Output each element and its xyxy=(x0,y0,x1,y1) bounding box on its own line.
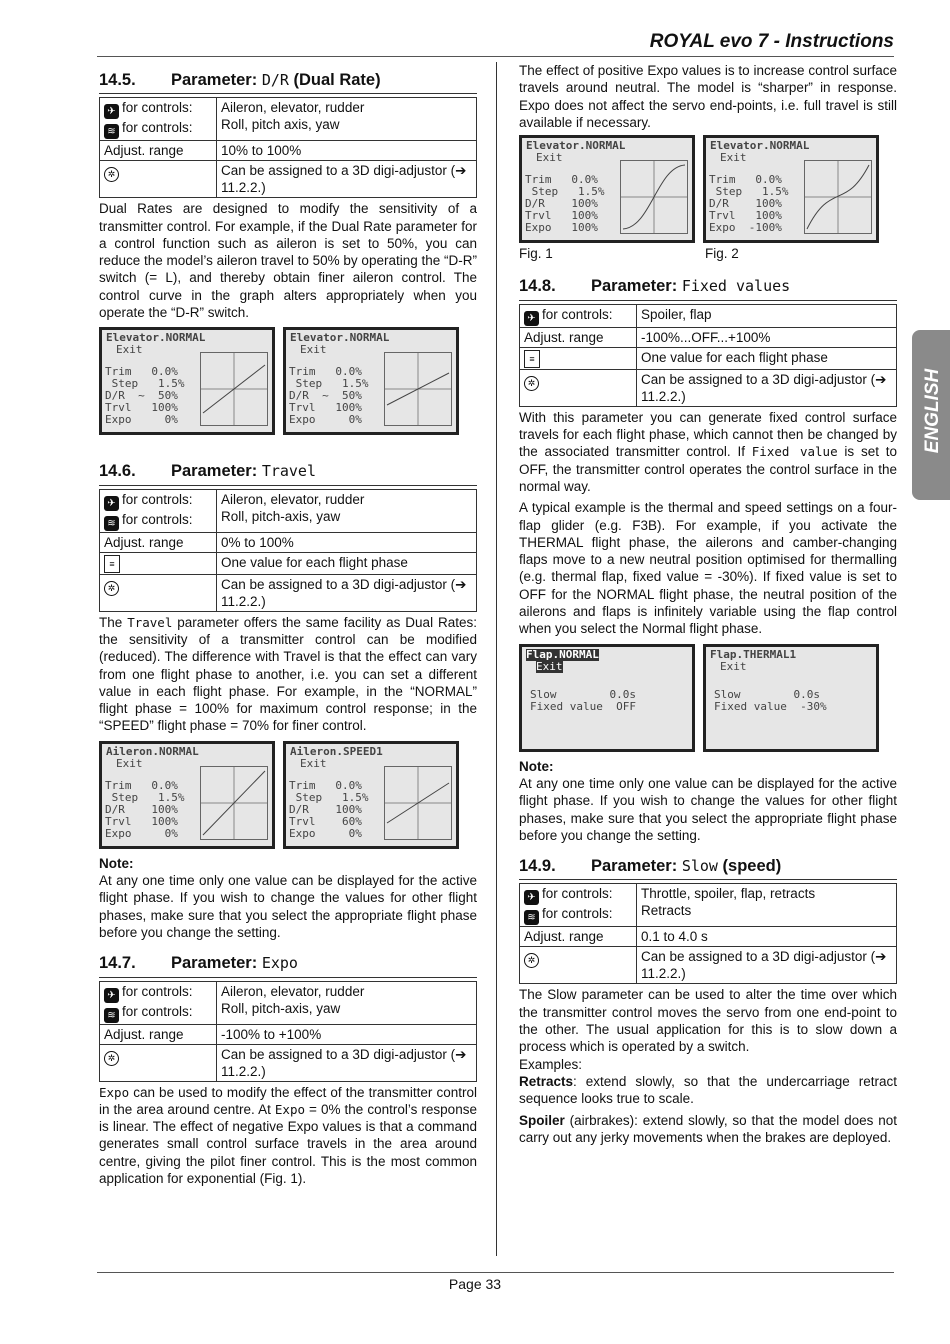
curve-graph xyxy=(384,352,452,426)
flight-phase-icon: ≡ xyxy=(524,350,540,368)
column-divider xyxy=(496,62,497,1256)
section-14-7-heading: 14.7. Parameter: Expo xyxy=(99,953,477,977)
paragraph: With this parameter you can generate fixed control surface travels for each flight phase, which cannot then be changed by the associated transmitter control. If Fixed value is set to OFF, the transmitter control operates the control surface in the normal way. xyxy=(519,409,897,494)
screenshot-row xyxy=(519,644,897,752)
lcd-screenshot: Aileron.NORMAL Exit Trim 0.0% Step 1.5% D/R 100% Trvl 100% Expo 0% xyxy=(99,741,275,849)
params-table-14-9: ✈ for controls: ≋ for controls: Throttle, spoiler, flap, retracts Retracts Adjust. range 0.1 to 4.0 s ✲ Can be assigned to a 3D digi-adjustor (➔ 11.2.2.) xyxy=(519,883,897,984)
digi-adjustor-icon: ✲ xyxy=(524,953,539,968)
airplane-icon: ✈ xyxy=(104,988,119,1003)
digi-adjustor-icon: ✲ xyxy=(524,376,539,391)
section-14-9-heading: 14.9. Parameter: Slow (speed) xyxy=(519,856,897,880)
note-heading: Note: xyxy=(99,855,134,871)
left-column xyxy=(99,70,477,1187)
note-heading: Note: xyxy=(519,758,554,774)
lcd-screenshot: Elevator.NORMAL Exit Trim 0.0% Step 1.5% D/R 100% Trvl 100% Expo -100% xyxy=(703,135,879,243)
section-14-8-heading: 14.8. Parameter: Fixed values xyxy=(519,276,897,300)
lcd-screenshot: Elevator.NORMAL Exit Trim 0.0% Step 1.5% D/R 100% Trvl 100% Expo 100% xyxy=(519,135,695,243)
digi-adjustor-icon: ✲ xyxy=(104,1051,119,1066)
curve-graph xyxy=(200,766,268,840)
paragraph: Expo can be used to modify the effect of the transmitter control in the area around centre. At Expo = 0% the control’s response is linear. The effect of negative Expo values is that a command generates small control surface travels in the area around centre, giving the pilot finer control. This is the most common application for exponential (Fig. 1). xyxy=(99,1084,477,1187)
paragraph: A typical example is the thermal and speed settings on a four-flap glider (e.g. F3B). For example, if you activate the THERMAL flight phase, the ailerons and camber-changing flaps move to a new neutral position optimised for thermalling (e.g. thermal flap, fixed value = -30%). If fixed value is set to OFF for the NORMAL flight phase, the neutral position of the ailerons and flaps is infinitely variable using the flap control when you select the Normal flight phase. xyxy=(519,500,897,637)
paragraph: The Slow parameter can be used to alter the time over which the transmitter control moves the servo from one end-point to the other. The usual application for this is to slow down a process which is operated by a switch. xyxy=(519,987,897,1055)
lcd-screenshot: Flap.THERMAL1 Exit Slow 0.0s Fixed value -30% xyxy=(703,644,879,752)
airplane-icon: ✈ xyxy=(524,311,539,326)
paragraph: The effect of positive Expo values is to increase control surface travels around neutral. The model is “sharper” in response. Expo does not affect the servo end-points, i.e. full travel is still available if necessary. xyxy=(519,63,897,130)
digi-adjustor-icon: ✲ xyxy=(104,167,119,182)
screenshot-row xyxy=(99,327,477,435)
lcd-screenshot: Aileron.SPEED1 Exit Trim 0.0% Step 1.5% D/R 100% Trvl 60% Expo 0% xyxy=(283,741,459,849)
curve-graph xyxy=(804,160,872,234)
params-table-14-6: ✈ for controls: ≋ for controls: Aileron, elevator, rudder Roll, pitch-axis, yaw Adjust. range 0% to 100% ≡ One value for each flight phase ✲ Can be assigned to a 3D digi-adjustor (➔ 11.2.2.) xyxy=(99,489,477,612)
airplane-icon: ✈ xyxy=(524,890,539,905)
curve-graph xyxy=(384,766,452,840)
glider-icon: ≋ xyxy=(104,124,119,139)
screenshot-row xyxy=(99,741,477,849)
figure-labels xyxy=(519,245,897,262)
section-14-6-heading: 14.6. Parameter: Travel xyxy=(99,461,477,485)
note-text: At any one time only one value can be displayed for the active flight phase. If you wish to change the values for other flight phases, make sure that you select the appropriate flight phase before you change the setting. xyxy=(519,775,897,843)
example-retracts: Retracts: extend slowly, so that the undercarriage retract sequence looks true to scale. xyxy=(519,1073,897,1107)
page-number: Page 33 xyxy=(448,1276,502,1292)
lcd-screenshot: Elevator.NORMAL Exit Trim 0.0% Step 1.5% D/R ~ 50% Trvl 100% Expo 0% xyxy=(283,327,459,435)
params-table-14-5: ✈ for controls: ≋ for controls: Aileron, elevator, rudder Roll, pitch axis, yaw Adjust. range 10% to 100% ✲ Can be assigned to a 3D digi-adjustor (➔ 11.2.2.) xyxy=(99,97,477,198)
fig-2-label: Fig. 2 xyxy=(705,246,739,262)
curve-graph xyxy=(620,160,688,234)
paragraph: Dual Rates are designed to modify the sensitivity of a transmitter control. For example, if the Dual Rate parameter for a control function such as aileron is set to 50%, you can reduce the model’s aileron travel to 50% by operating the “D-R” switch (= L), and thereby obtain finer aileron control. The control curve in the graph alters appropriately when you operate the “D-R” switch. xyxy=(99,201,477,321)
fig-1-label: Fig. 1 xyxy=(519,246,553,262)
right-column xyxy=(519,62,897,1146)
section-14-5-heading: 14.5. Parameter: D/R (Dual Rate) xyxy=(99,70,477,94)
header-rule xyxy=(97,56,894,57)
digi-adjustor-icon: ✲ xyxy=(104,581,119,596)
footer-rule xyxy=(97,1272,894,1273)
glider-icon: ≋ xyxy=(524,910,539,925)
language-tab xyxy=(912,330,950,500)
airplane-icon: ✈ xyxy=(104,104,119,119)
lcd-screenshot: Elevator.NORMAL Exit Trim 0.0% Step 1.5% D/R ~ 50% Trvl 100% Expo 0% xyxy=(99,327,275,435)
note-text: At any one time only one value can be displayed for the active flight phase. If you wish to change the values for other flight phases, make sure that you select the appropriate flight phase before you change the setting. xyxy=(99,873,477,940)
example-spoiler: Spoiler (airbrakes): extend slowly, so that the model does not carry out any jerky movements when the brakes are deployed. xyxy=(519,1112,897,1145)
params-table-14-8: ✈ for controls: Spoiler, flap Adjust. range -100%...OFF...+100% ≡ One value for each flight phase ✲ Can be assigned to a 3D digi-adjustor (➔ 11.2.2.) xyxy=(519,304,897,407)
paragraph: The Travel parameter offers the same facility as Dual Rates: the sensitivity of a transmitter control can be modified (reduced). The difference with Travel is that the effect can vary from one flight phase to another, i.e. you can set a different value in each flight phase. For example, in the “NORMAL” flight phase = 100% for maximum control response; in the “SPEED” flight phase = 70% for finer control. xyxy=(99,614,477,734)
language-tab-label: ENGLISH xyxy=(922,368,943,454)
curve-graph xyxy=(200,352,268,426)
glider-icon: ≋ xyxy=(104,516,119,531)
params-table-14-7: ✈ for controls: ≋ for controls: Aileron, elevator, rudder Roll, pitch-axis, yaw Adjust. range -100% to +100% ✲ Can be assigned to a 3D digi-adjustor (➔ 11.2.2.) xyxy=(99,981,477,1082)
glider-icon: ≋ xyxy=(104,1008,119,1023)
examples-label: Examples: xyxy=(519,1056,583,1072)
screenshot-row xyxy=(519,135,897,243)
header-title: ROYAL evo 7 - Instructions xyxy=(649,31,894,52)
flight-phase-icon: ≡ xyxy=(104,555,120,573)
lcd-screenshot: Flap.NORMAL Exit Slow 0.0s Fixed value OFF xyxy=(519,644,695,752)
airplane-icon: ✈ xyxy=(104,496,119,511)
